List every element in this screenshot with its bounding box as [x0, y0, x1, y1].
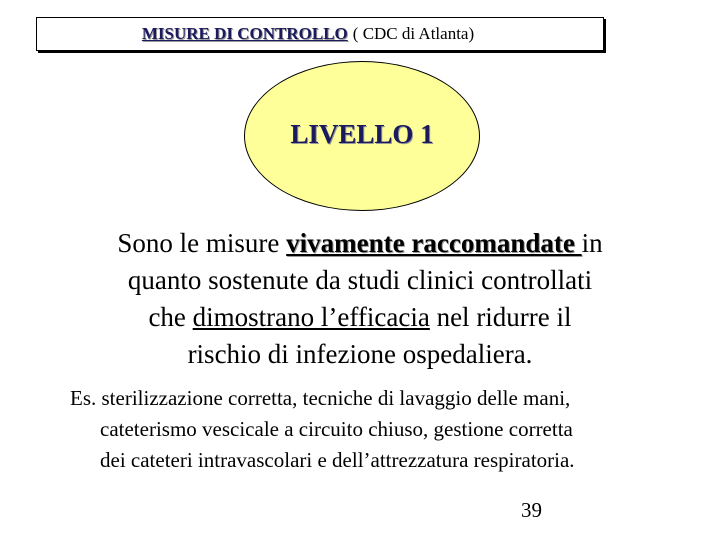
underlined-phrase: dimostrano l’efficacia [192, 302, 430, 332]
paragraph-line-3 [60, 299, 660, 336]
example-line-1: Es. sterilizzazione corretta, tecniche di lavaggio delle mani, [70, 386, 571, 410]
header-title: MISURE DI CONTROLLO [141, 24, 348, 43]
level-label: LIVELLO 1 [290, 118, 434, 149]
header-subtitle: ( CDC di Atlanta) [352, 24, 475, 43]
level-badge [244, 61, 480, 211]
example-line-3: dei cateteri intravascolari e dell’attrezzatura respiratoria. [100, 448, 575, 472]
example-paragraph [70, 383, 660, 476]
emphasized-phrase: vivamente raccomandate [286, 228, 582, 258]
paragraph-line-2: quanto sostenute da studi clinici controllati [127, 265, 593, 295]
page-number: 39 [521, 498, 542, 522]
paragraph-line-4: rischio di infezione ospedaliera. [187, 339, 533, 369]
header-box [36, 17, 604, 51]
paragraph-text: che [148, 302, 193, 332]
paragraph-text: nel ridurre il [429, 302, 572, 332]
main-paragraph [60, 225, 660, 373]
paragraph-text: in [581, 228, 603, 258]
example-line-2: cateterismo vescicale a circuito chiuso, gestione corretta [100, 417, 573, 441]
paragraph-text: Sono le misure [117, 228, 287, 258]
paragraph-line-1 [60, 225, 660, 262]
